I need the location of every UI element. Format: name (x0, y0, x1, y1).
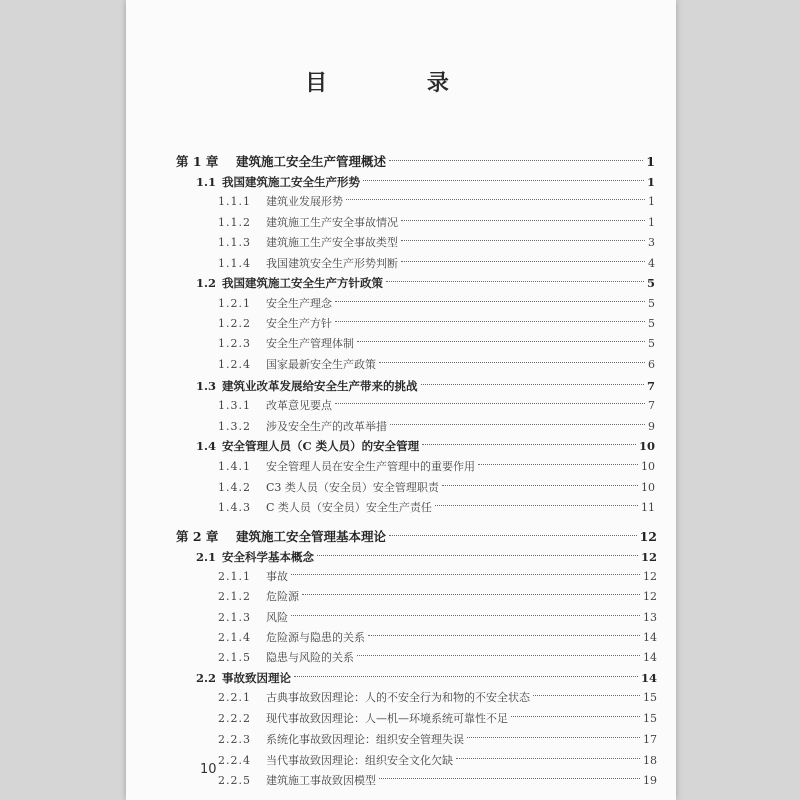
dot-leader (291, 615, 640, 616)
toc-entry-number: 1.1 (196, 175, 217, 189)
toc-page-ref: 7 (648, 399, 655, 412)
toc-entry-number: 1.4.2 (218, 481, 251, 494)
dot-leader (386, 281, 644, 282)
toc-subsection (218, 457, 655, 477)
toc-entry-number: 2.2.3 (218, 733, 251, 746)
toc-entry-number: 2.2.4 (218, 754, 251, 767)
dot-leader (357, 341, 645, 342)
toc-entry-title: 建筑业发展形势 (266, 195, 343, 208)
toc-entry-number: 2.1.2 (218, 590, 251, 603)
dot-leader (379, 362, 645, 363)
toc-entry-number: 1.3.2 (218, 420, 251, 433)
toc-page-ref: 12 (643, 570, 657, 583)
toc-entry-number: 1.1.4 (218, 257, 251, 270)
toc-entry-title: 风险 (266, 611, 288, 624)
toc-entry-number: 1.2.3 (218, 337, 251, 350)
toc-page-ref: 13 (643, 611, 657, 624)
toc-page-ref: 5 (646, 276, 655, 290)
toc-section (196, 172, 655, 192)
toc-page-ref: 19 (643, 774, 657, 787)
dot-leader (294, 676, 638, 677)
toc-page-ref: 17 (643, 733, 657, 746)
toc-entry-number: 1.4.3 (218, 501, 251, 514)
toc-subsection (218, 396, 655, 416)
toc-page-ref: 6 (648, 358, 655, 371)
toc-entry-number: 2.1.3 (218, 611, 251, 624)
toc-page-ref: 1 (646, 154, 655, 169)
toc-entry-title: 古典事故致因理论：人的不安全行为和物的不安全状态 (266, 691, 530, 704)
dot-leader (456, 758, 640, 759)
toc-entry-title: 涉及安全生产的改革举措 (266, 420, 387, 433)
toc-subsection (218, 709, 657, 729)
toc-subsection (218, 628, 657, 648)
dot-leader (335, 321, 645, 322)
toc-page-ref: 12 (643, 590, 657, 603)
dot-leader (389, 160, 643, 161)
toc-entry-title: 隐患与风险的关系 (266, 651, 354, 664)
dot-leader (379, 778, 640, 779)
dot-leader (389, 535, 637, 536)
page-number: 10 (200, 762, 217, 777)
toc-entry-title: 危险源 (266, 590, 299, 603)
toc-entry-title: 当代事故致因理论：组织安全文化欠缺 (266, 754, 453, 767)
toc-entry-title: 建筑施工事故致因模型 (266, 774, 376, 787)
toc-entry-title: 事故致因理论 (222, 671, 291, 685)
toc-entry-number: 1.2.4 (218, 358, 251, 371)
toc-subsection (218, 771, 657, 791)
toc-page-ref: 12 (639, 529, 657, 544)
toc-subsection (218, 417, 655, 437)
toc-page-ref: 1 (648, 195, 655, 208)
toc-subsection (218, 478, 655, 498)
toc-subsection (218, 355, 655, 375)
toc-page-ref: 5 (648, 317, 655, 330)
toc-entry-number: 1.4 (196, 439, 217, 453)
toc-page-ref: 4 (648, 257, 655, 270)
toc-entry-title: C 类人员（安全员）安全生产责任 (266, 501, 432, 514)
toc-subsection (218, 730, 657, 750)
toc-entry-title: 我国建筑施工安全生产形势 (222, 175, 360, 189)
dot-leader (390, 424, 645, 425)
toc-entry-title: 国家最新安全生产政策 (266, 358, 376, 371)
dot-leader (533, 695, 640, 696)
toc-section (196, 273, 655, 293)
toc-entry-number: 2.1.4 (218, 631, 251, 644)
toc-entry-title: 建筑施工安全生产管理概述 (236, 154, 387, 169)
toc-subsection (218, 314, 655, 334)
page-title: 目 录 (305, 70, 495, 96)
toc-entry-title: 建筑施工生产安全事故情况 (266, 216, 398, 229)
toc-entry-number: 第 1 章 (176, 154, 219, 169)
toc-entry-number: 2.2.2 (218, 712, 251, 725)
dot-leader (346, 199, 645, 200)
toc-entry-title: 建筑施工生产安全事故类型 (266, 236, 398, 249)
toc-subsection (218, 688, 657, 708)
dot-leader (335, 403, 645, 404)
toc-subsection (218, 498, 655, 518)
toc-entry-title: 现代事故致因理论：人—机—环境系统可靠性不足 (266, 712, 508, 725)
toc-section (196, 547, 657, 567)
dot-leader (467, 737, 640, 738)
dot-leader (511, 716, 640, 717)
toc-entry-number: 1.1.3 (218, 236, 251, 249)
toc-entry-title: 危险源与隐患的关系 (266, 631, 365, 644)
toc-page-ref: 1 (648, 216, 655, 229)
toc-subsection (218, 192, 655, 212)
toc-subsection (218, 233, 655, 253)
dot-leader (335, 301, 645, 302)
toc-page-ref: 14 (643, 651, 657, 664)
toc-page-ref: 10 (638, 439, 655, 453)
toc-entry-title: 我国建筑施工安全生产方针政策 (222, 276, 383, 290)
toc-subsection (218, 751, 657, 771)
toc-page-ref: 5 (648, 297, 655, 310)
dot-leader (363, 180, 644, 181)
toc-entry-number: 1.1.2 (218, 216, 251, 229)
toc-chapter (176, 152, 655, 172)
toc-subsection (218, 254, 655, 274)
toc-subsection (218, 648, 657, 668)
toc-page-ref: 14 (643, 631, 657, 644)
toc-entry-number: 1.2.1 (218, 297, 251, 310)
toc-entry-title: C3 类人员（安全员）安全管理职责 (266, 481, 439, 494)
dot-leader (401, 220, 645, 221)
toc-entry-title: 事故 (266, 570, 288, 583)
dot-leader (478, 464, 638, 465)
dot-leader (435, 505, 638, 506)
toc-entry-title: 安全管理人员（C 类人员）的安全管理 (222, 439, 420, 453)
toc-entry-number: 2.1.5 (218, 651, 251, 664)
toc-page-ref: 11 (641, 501, 655, 514)
toc-entry-number: 1.3 (196, 379, 217, 393)
toc-page-ref: 5 (648, 337, 655, 350)
toc-entry-title: 安全生产管理体制 (266, 337, 354, 350)
toc-section (196, 376, 655, 396)
toc-entry-title: 安全科学基本概念 (222, 550, 314, 564)
dot-leader (368, 635, 640, 636)
toc-entry-number: 1.1.1 (218, 195, 251, 208)
toc-section (196, 668, 657, 688)
toc-entry-number: 2.2.5 (218, 774, 251, 787)
dot-leader (421, 384, 644, 385)
toc-page-ref: 12 (640, 550, 657, 564)
toc-page-ref: 15 (643, 691, 657, 704)
toc-page-ref: 15 (643, 712, 657, 725)
toc-entry-number: 2.2.1 (218, 691, 251, 704)
toc-entry-number: 1.4.1 (218, 460, 251, 473)
toc-subsection (218, 334, 655, 354)
toc-page-ref: 10 (641, 481, 655, 494)
toc-subsection (218, 608, 657, 628)
toc-page-ref: 7 (646, 379, 655, 393)
toc-page-ref: 18 (643, 754, 657, 767)
toc-entry-number: 2.1 (196, 550, 217, 564)
toc-entry-number: 2.1.1 (218, 570, 251, 583)
toc-page-ref: 10 (641, 460, 655, 473)
toc-subsection (218, 587, 657, 607)
toc-entry-title: 系统化事故致因理论：组织安全管理失误 (266, 733, 464, 746)
toc-subsection (218, 213, 655, 233)
dot-leader (442, 485, 638, 486)
toc-entry-number: 1.2 (196, 276, 217, 290)
dot-leader (357, 655, 640, 656)
toc-page-ref: 3 (648, 236, 655, 249)
dot-leader (317, 555, 638, 556)
toc-section (196, 436, 655, 456)
dot-leader (422, 444, 636, 445)
toc-subsection (218, 294, 655, 314)
dot-leader (291, 574, 640, 575)
dot-leader (401, 261, 645, 262)
toc-entry-title: 安全生产方针 (266, 317, 332, 330)
toc-subsection (218, 567, 657, 587)
toc-page-ref: 14 (640, 671, 657, 685)
toc-page-ref: 9 (648, 420, 655, 433)
toc-entry-title: 建筑业改革发展给安全生产带来的挑战 (222, 379, 418, 393)
toc-entry-title: 我国建筑安全生产形势判断 (266, 257, 398, 270)
toc-entry-number: 第 2 章 (176, 529, 219, 544)
toc-entry-title: 建筑施工安全管理基本理论 (236, 529, 387, 544)
toc-entry-title: 安全生产理念 (266, 297, 332, 310)
toc-page-ref: 1 (646, 175, 655, 189)
toc-entry-title: 改革意见要点 (266, 399, 332, 412)
dot-leader (302, 594, 640, 595)
toc-entry-number: 1.3.1 (218, 399, 251, 412)
toc-entry-title: 安全管理人员在安全生产管理中的重要作用 (266, 460, 475, 473)
toc-entry-number: 2.2 (196, 671, 217, 685)
dot-leader (401, 240, 645, 241)
toc-entry-number: 1.2.2 (218, 317, 251, 330)
toc-chapter (176, 527, 657, 547)
